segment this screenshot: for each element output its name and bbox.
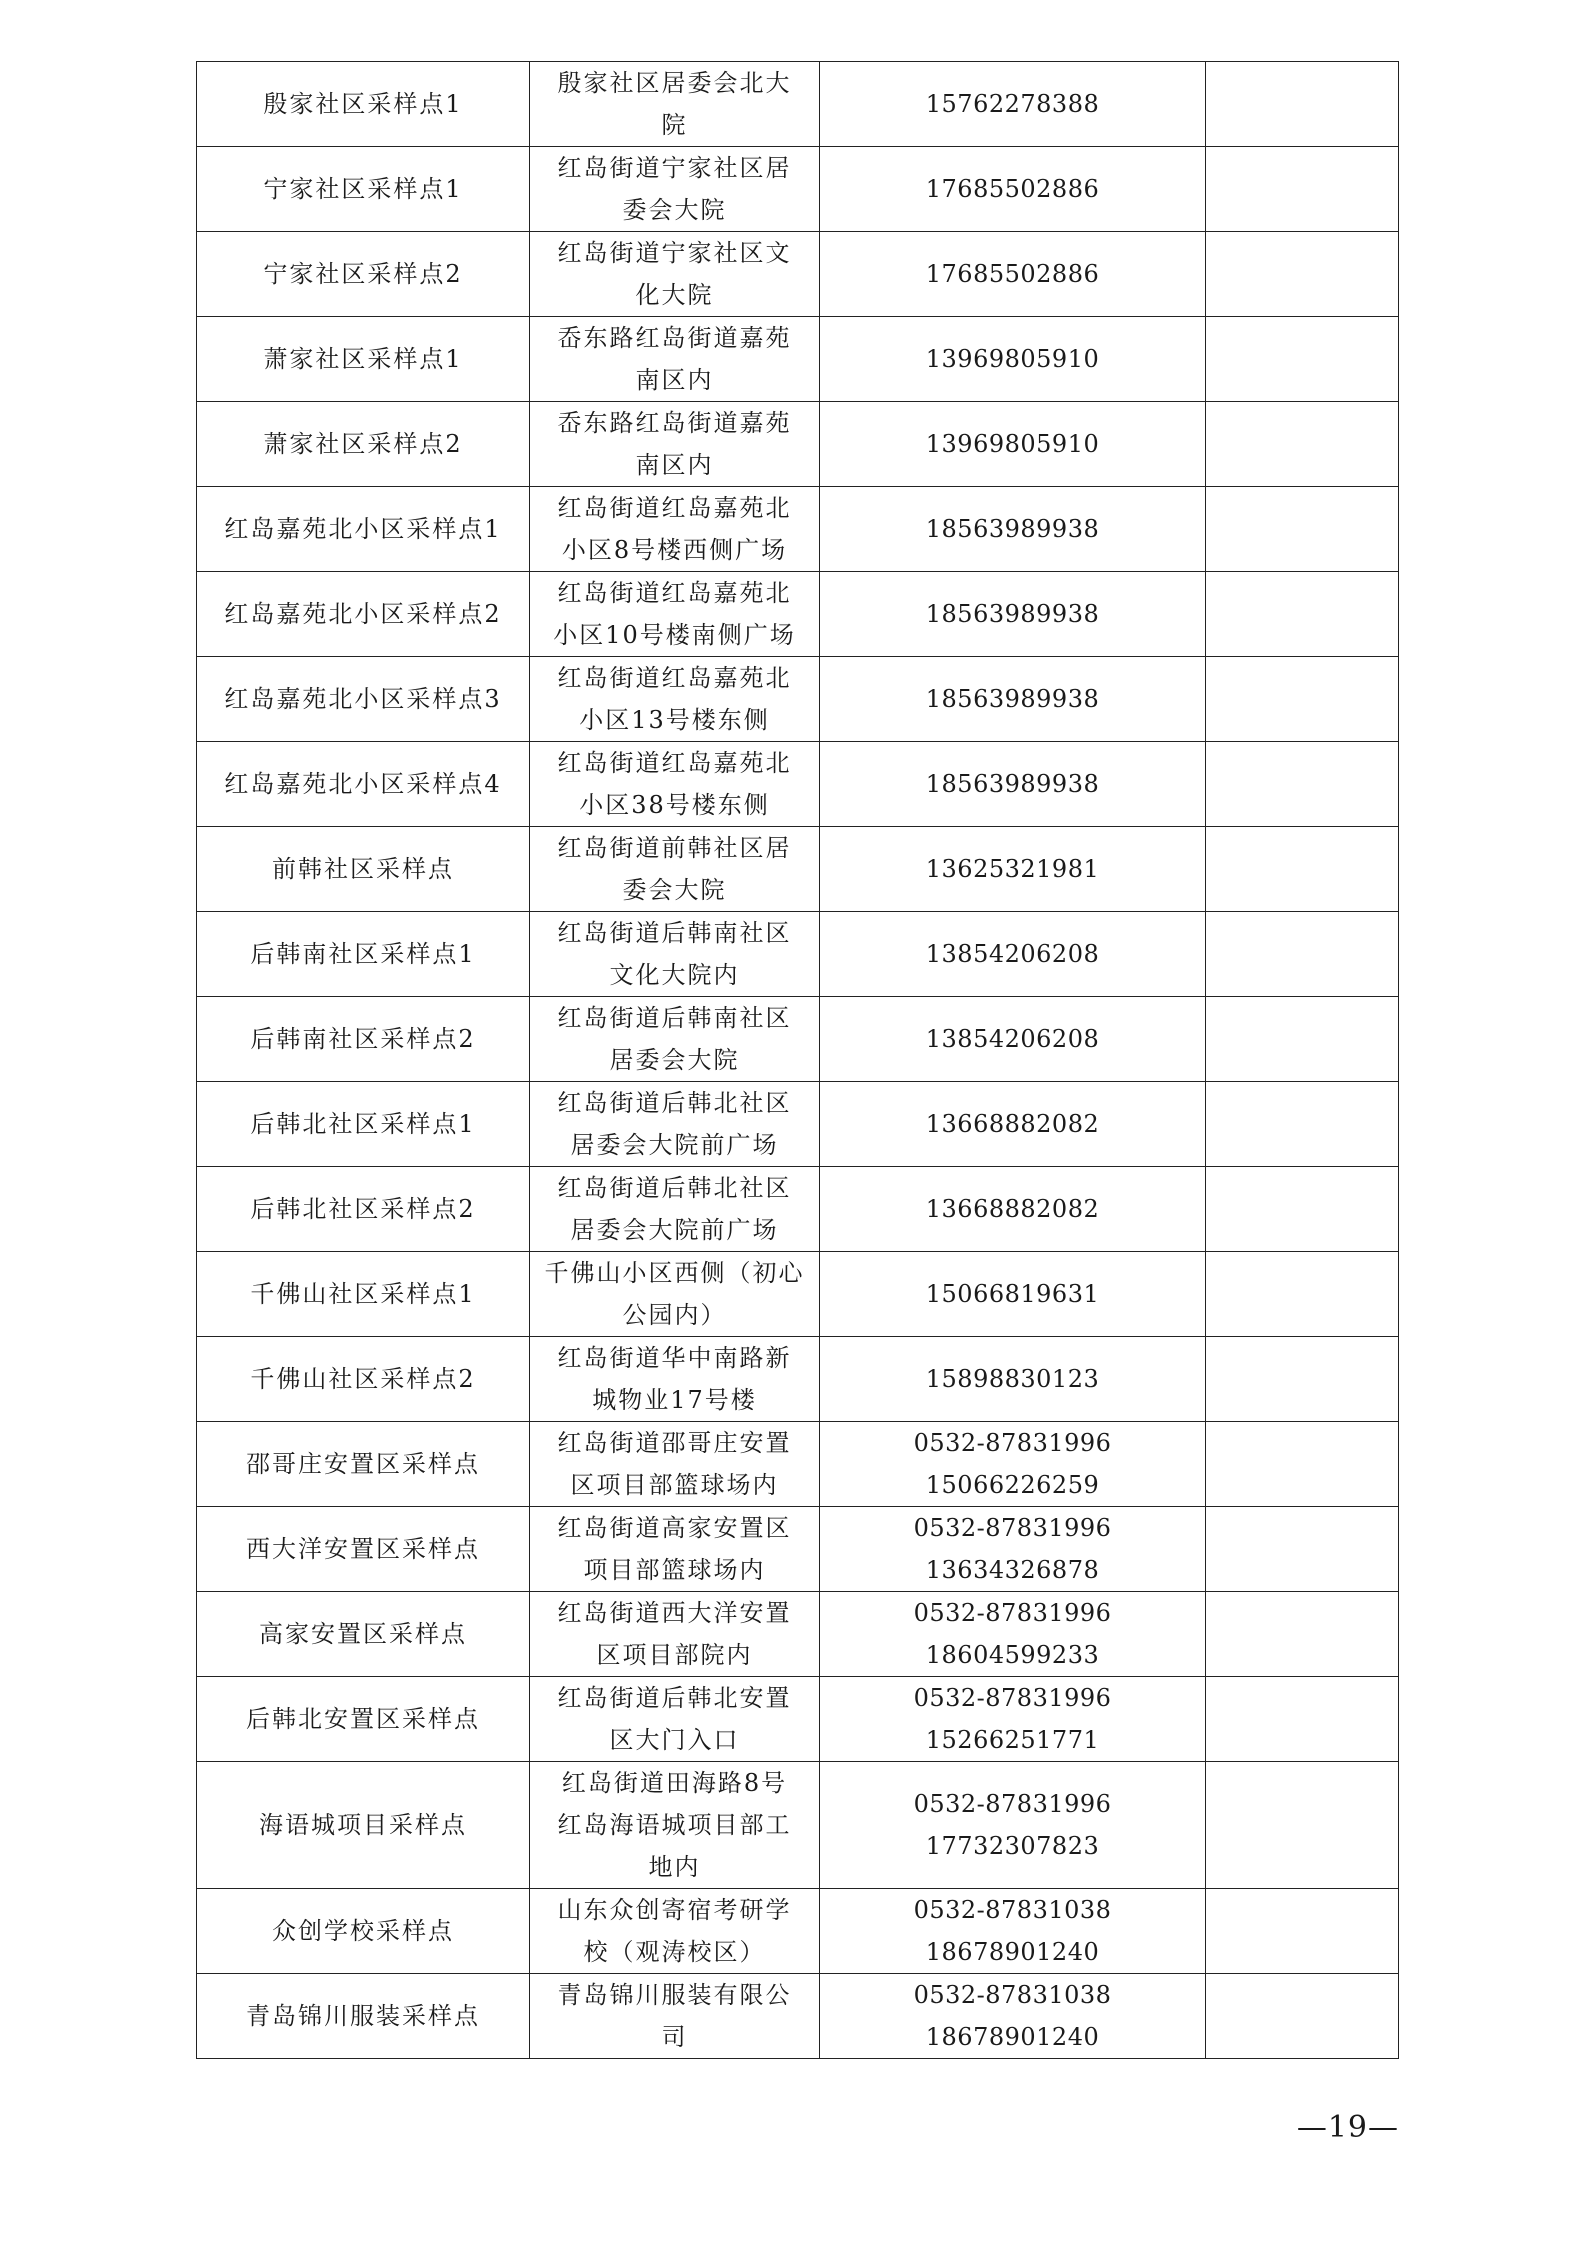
table-row <box>197 232 1399 317</box>
site-name-cell: 宁家社区采样点2 <box>197 232 530 317</box>
address-cell: 殷家社区居委会北大 院 <box>530 62 820 147</box>
site-name-cell: 海语城项目采样点 <box>197 1762 530 1889</box>
sampling-sites-table <box>196 61 1399 2059</box>
site-name-cell: 萧家社区采样点1 <box>197 317 530 402</box>
note-cell <box>1206 147 1399 232</box>
address-cell: 红岛街道宁家社区文 化大院 <box>530 232 820 317</box>
address-cell: 红岛街道西大洋安置 区项目部院内 <box>530 1592 820 1677</box>
site-name-cell: 后韩南社区采样点1 <box>197 912 530 997</box>
phone-cell: 13969805910 <box>820 317 1206 402</box>
table-row <box>197 1974 1399 2059</box>
table-row <box>197 1422 1399 1507</box>
site-name-cell: 千佛山社区采样点1 <box>197 1252 530 1337</box>
address-cell: 红岛街道红岛嘉苑北 小区38号楼东侧 <box>530 742 820 827</box>
site-name-cell: 高家安置区采样点 <box>197 1592 530 1677</box>
address-cell: 红岛街道红岛嘉苑北 小区10号楼南侧广场 <box>530 572 820 657</box>
site-name-cell: 后韩南社区采样点2 <box>197 997 530 1082</box>
address-cell: 岙东路红岛街道嘉苑 南区内 <box>530 317 820 402</box>
table-row <box>197 827 1399 912</box>
table-row <box>197 402 1399 487</box>
table-row <box>197 1167 1399 1252</box>
note-cell <box>1206 487 1399 572</box>
phone-cell: 0532-87831996 13634326878 <box>820 1507 1206 1592</box>
address-cell: 红岛街道后韩南社区 居委会大院 <box>530 997 820 1082</box>
phone-cell: 17685502886 <box>820 147 1206 232</box>
table-row <box>197 1252 1399 1337</box>
phone-cell: 15898830123 <box>820 1337 1206 1422</box>
address-cell: 红岛街道高家安置区 项目部篮球场内 <box>530 1507 820 1592</box>
address-cell: 红岛街道后韩北安置 区大门入口 <box>530 1677 820 1762</box>
address-cell: 红岛街道宁家社区居 委会大院 <box>530 147 820 232</box>
site-name-cell: 后韩北社区采样点2 <box>197 1167 530 1252</box>
phone-cell: 13625321981 <box>820 827 1206 912</box>
table-row <box>197 912 1399 997</box>
phone-cell: 0532-87831038 18678901240 <box>820 1889 1206 1974</box>
address-cell: 千佛山小区西侧（初心 公园内） <box>530 1252 820 1337</box>
phone-cell: 17685502886 <box>820 232 1206 317</box>
site-name-cell: 红岛嘉苑北小区采样点2 <box>197 572 530 657</box>
site-name-cell: 邵哥庄安置区采样点 <box>197 1422 530 1507</box>
table-row <box>197 62 1399 147</box>
table-row <box>197 1507 1399 1592</box>
address-cell: 红岛街道邵哥庄安置 区项目部篮球场内 <box>530 1422 820 1507</box>
note-cell <box>1206 1252 1399 1337</box>
phone-cell: 15066819631 <box>820 1252 1206 1337</box>
note-cell <box>1206 317 1399 402</box>
site-name-cell: 西大洋安置区采样点 <box>197 1507 530 1592</box>
site-name-cell: 殷家社区采样点1 <box>197 62 530 147</box>
address-cell: 岙东路红岛街道嘉苑 南区内 <box>530 402 820 487</box>
site-name-cell: 后韩北社区采样点1 <box>197 1082 530 1167</box>
table-row <box>197 572 1399 657</box>
note-cell <box>1206 1677 1399 1762</box>
page-number: —19— <box>1296 2110 1399 2145</box>
address-cell: 红岛街道前韩社区居 委会大院 <box>530 827 820 912</box>
address-cell: 红岛街道后韩北社区 居委会大院前广场 <box>530 1167 820 1252</box>
note-cell <box>1206 232 1399 317</box>
address-cell: 红岛街道红岛嘉苑北 小区8号楼西侧广场 <box>530 487 820 572</box>
note-cell <box>1206 997 1399 1082</box>
phone-cell: 0532-87831996 15066226259 <box>820 1422 1206 1507</box>
phone-cell: 13854206208 <box>820 912 1206 997</box>
phone-cell: 18563989938 <box>820 657 1206 742</box>
table-row <box>197 147 1399 232</box>
phone-cell: 18563989938 <box>820 742 1206 827</box>
table-row <box>197 1592 1399 1677</box>
note-cell <box>1206 657 1399 742</box>
note-cell <box>1206 1507 1399 1592</box>
address-cell: 红岛街道后韩南社区 文化大院内 <box>530 912 820 997</box>
phone-cell: 18563989938 <box>820 572 1206 657</box>
phone-cell: 13668882082 <box>820 1167 1206 1252</box>
address-cell: 红岛街道红岛嘉苑北 小区13号楼东侧 <box>530 657 820 742</box>
phone-cell: 15762278388 <box>820 62 1206 147</box>
table-row <box>197 1082 1399 1167</box>
phone-cell: 13854206208 <box>820 997 1206 1082</box>
phone-cell: 0532-87831996 18604599233 <box>820 1592 1206 1677</box>
table-row <box>197 657 1399 742</box>
site-name-cell: 千佛山社区采样点2 <box>197 1337 530 1422</box>
site-name-cell: 红岛嘉苑北小区采样点4 <box>197 742 530 827</box>
note-cell <box>1206 1974 1399 2059</box>
phone-cell: 0532-87831996 17732307823 <box>820 1762 1206 1889</box>
address-cell: 红岛街道华中南路新 城物业17号楼 <box>530 1337 820 1422</box>
site-name-cell: 红岛嘉苑北小区采样点1 <box>197 487 530 572</box>
note-cell <box>1206 1337 1399 1422</box>
note-cell <box>1206 1889 1399 1974</box>
phone-cell: 13969805910 <box>820 402 1206 487</box>
site-name-cell: 宁家社区采样点1 <box>197 147 530 232</box>
note-cell <box>1206 1422 1399 1507</box>
table-row <box>197 317 1399 402</box>
site-name-cell: 红岛嘉苑北小区采样点3 <box>197 657 530 742</box>
address-cell: 红岛街道田海路8号 红岛海语城项目部工 地内 <box>530 1762 820 1889</box>
note-cell <box>1206 1762 1399 1889</box>
table-row <box>197 1762 1399 1889</box>
note-cell <box>1206 572 1399 657</box>
phone-cell: 0532-87831996 15266251771 <box>820 1677 1206 1762</box>
phone-cell: 18563989938 <box>820 487 1206 572</box>
site-name-cell: 前韩社区采样点 <box>197 827 530 912</box>
table-row <box>197 742 1399 827</box>
note-cell <box>1206 62 1399 147</box>
table-row <box>197 997 1399 1082</box>
note-cell <box>1206 1592 1399 1677</box>
site-name-cell: 后韩北安置区采样点 <box>197 1677 530 1762</box>
site-name-cell: 萧家社区采样点2 <box>197 402 530 487</box>
phone-cell: 13668882082 <box>820 1082 1206 1167</box>
table-row <box>197 1337 1399 1422</box>
address-cell: 山东众创寄宿考研学 校（观涛校区） <box>530 1889 820 1974</box>
note-cell <box>1206 742 1399 827</box>
table-row <box>197 1889 1399 1974</box>
address-cell: 红岛街道后韩北社区 居委会大院前广场 <box>530 1082 820 1167</box>
note-cell <box>1206 1167 1399 1252</box>
note-cell <box>1206 827 1399 912</box>
table-row <box>197 487 1399 572</box>
table-body <box>197 62 1399 2059</box>
phone-cell: 0532-87831038 18678901240 <box>820 1974 1206 2059</box>
note-cell <box>1206 1082 1399 1167</box>
note-cell <box>1206 402 1399 487</box>
table-row <box>197 1677 1399 1762</box>
address-cell: 青岛锦川服装有限公 司 <box>530 1974 820 2059</box>
note-cell <box>1206 912 1399 997</box>
site-name-cell: 青岛锦川服装采样点 <box>197 1974 530 2059</box>
site-name-cell: 众创学校采样点 <box>197 1889 530 1974</box>
